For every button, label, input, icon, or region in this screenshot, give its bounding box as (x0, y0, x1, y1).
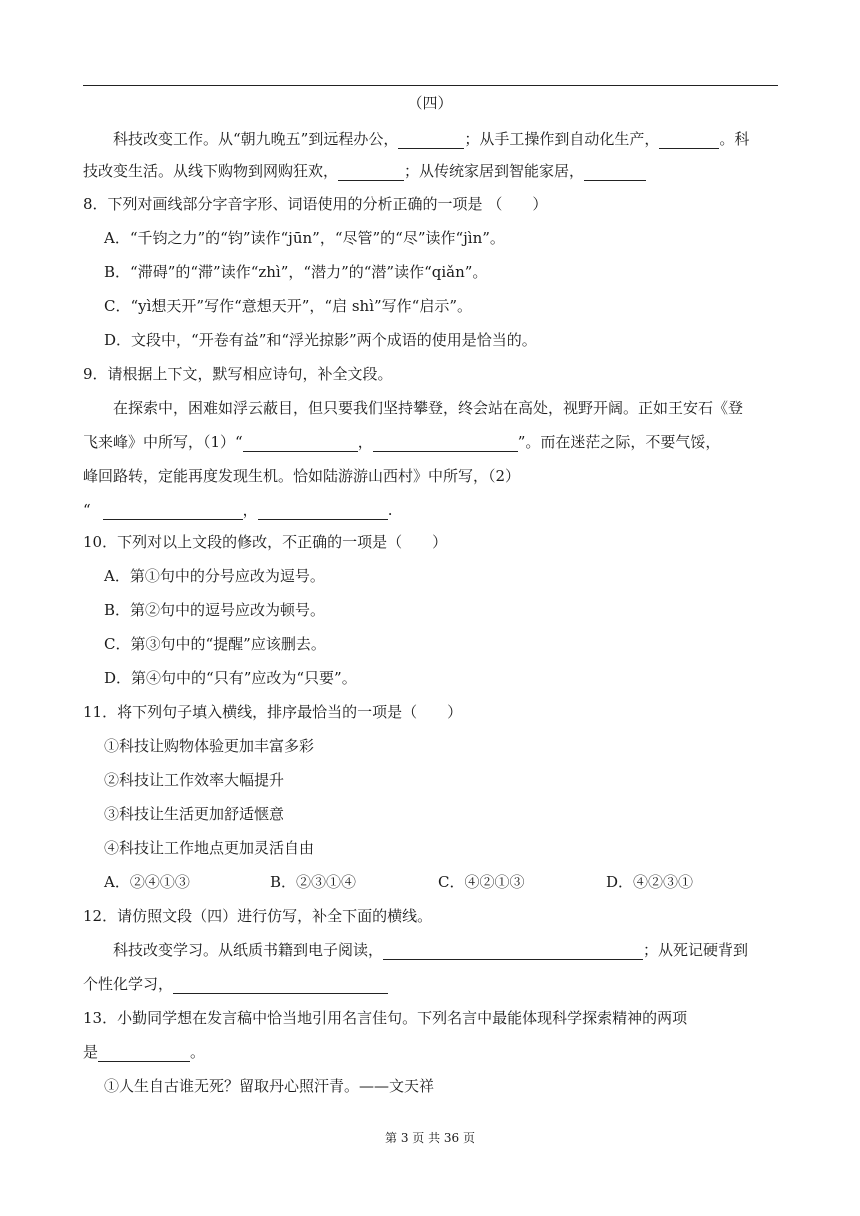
q11-stem: 11．将下列句子填入横线，排序最恰当的一项是（ ） (83, 703, 463, 721)
q13-stem-line-2: 是 。 (83, 1043, 206, 1061)
q11-option-b[interactable]: B．②③①④ (270, 873, 357, 891)
q8-option-a[interactable]: A．“千钧之力”的“钧”读作“jūn”，“尽管”的“尽”读作“jìn”。 (104, 229, 505, 247)
q9-text-line-1: 在探索中，困难如浮云蔽目，但只要我们坚持攀登，终会站在高处，视野开阔。正如王安石《登 (113, 399, 744, 417)
blank-q12-1[interactable] (383, 942, 643, 960)
q11-item-4: ④科技让工作地点更加灵活自由 (104, 839, 315, 857)
page-footer: 第 3 页 共 36 页 (385, 1131, 475, 1145)
q11-item-2: ②科技让工作效率大幅提升 (104, 771, 285, 789)
q11-option-a[interactable]: A．②④①③ (104, 873, 190, 891)
section-title: （四） (407, 94, 453, 112)
q13-item-1: ①人生自古谁无死？留取丹心照汗青。——文天祥 (104, 1077, 435, 1095)
q12-text-line-1: 科技改变学习。从纸质书籍到电子阅读， ；从死记硬背到 (113, 941, 749, 959)
q10-option-c[interactable]: C．第③句中的“提醒”应该删去。 (104, 635, 326, 653)
q12-stem: 12．请仿照文段（四）进行仿写，补全下面的横线。 (83, 907, 433, 925)
q8-option-d[interactable]: D．文段中，“开卷有益”和“浮光掠影”两个成语的使用是恰当的。 (104, 331, 537, 349)
q10-stem: 10．下列对以上文段的修改，不正确的一项是（ ） (83, 533, 448, 551)
q10-option-d[interactable]: D．第④句中的“只有”应改为“只要”。 (104, 669, 357, 687)
blank-1[interactable] (398, 131, 464, 149)
blank-3[interactable] (338, 163, 404, 181)
header-rule (83, 85, 778, 86)
passage-line-2: 技改变生活。从线下购物到网购狂欢， ；从传统家居到智能家居， (83, 161, 646, 181)
q10-option-b[interactable]: B．第②句中的逗号应改为顿号。 (104, 601, 326, 619)
q11-item-3: ③科技让生活更加舒适惬意 (104, 805, 285, 823)
blank-2[interactable] (659, 131, 719, 149)
blank-q9-4[interactable] (258, 502, 388, 520)
q8-option-b[interactable]: B．“滞碍”的“滞”读作“zhì”，“潜力”的“潜”读作“qiǎn”。 (104, 263, 488, 281)
q9-text-line-2: 飞来峰》中所写，（1）“ ， ”。而在迷茫之际，不要气馁， (83, 433, 721, 451)
q8-option-c[interactable]: C．“yì想天开”写作“意想天开”，“启 shì”写作“启示”。 (104, 297, 473, 315)
blank-q9-3[interactable] (103, 502, 243, 520)
q11-item-1: ①科技让购物体验更加丰富多彩 (104, 737, 315, 755)
q9-text-line-3: 峰回路转，定能再度发现生机。恰如陆游游山西村》中所写，（2） (83, 467, 521, 485)
passage-line-1: 科技改变工作。从“朝九晚五”到远程办公， ；从手工操作到自动化生产， 。科 (113, 130, 750, 148)
blank-q12-2[interactable] (173, 976, 388, 994)
blank-q9-2[interactable] (373, 434, 518, 452)
blank-q9-1[interactable] (243, 434, 358, 452)
q8-stem: 8．下列对画线部分字音字形、词语使用的分析正确的一项是 （ ） (83, 195, 548, 213)
q11-option-c[interactable]: C．④②①③ (438, 873, 525, 891)
q12-text-line-2: 个性化学习， (83, 974, 388, 994)
blank-4[interactable] (584, 163, 646, 181)
q9-text-line-4: “ ， . (83, 501, 393, 519)
q10-option-a[interactable]: A．第①句中的分号应改为逗号。 (104, 567, 325, 585)
q9-stem: 9．请根据上下文，默写相应诗句，补全文段。 (83, 365, 393, 383)
blank-q13[interactable] (98, 1044, 190, 1062)
q13-stem-line-1: 13．小勤同学想在发言稿中恰当地引用名言佳句。下列名言中最能体现科学探索精神的两项 (83, 1009, 688, 1027)
q11-option-d[interactable]: D．④②③① (606, 873, 694, 891)
